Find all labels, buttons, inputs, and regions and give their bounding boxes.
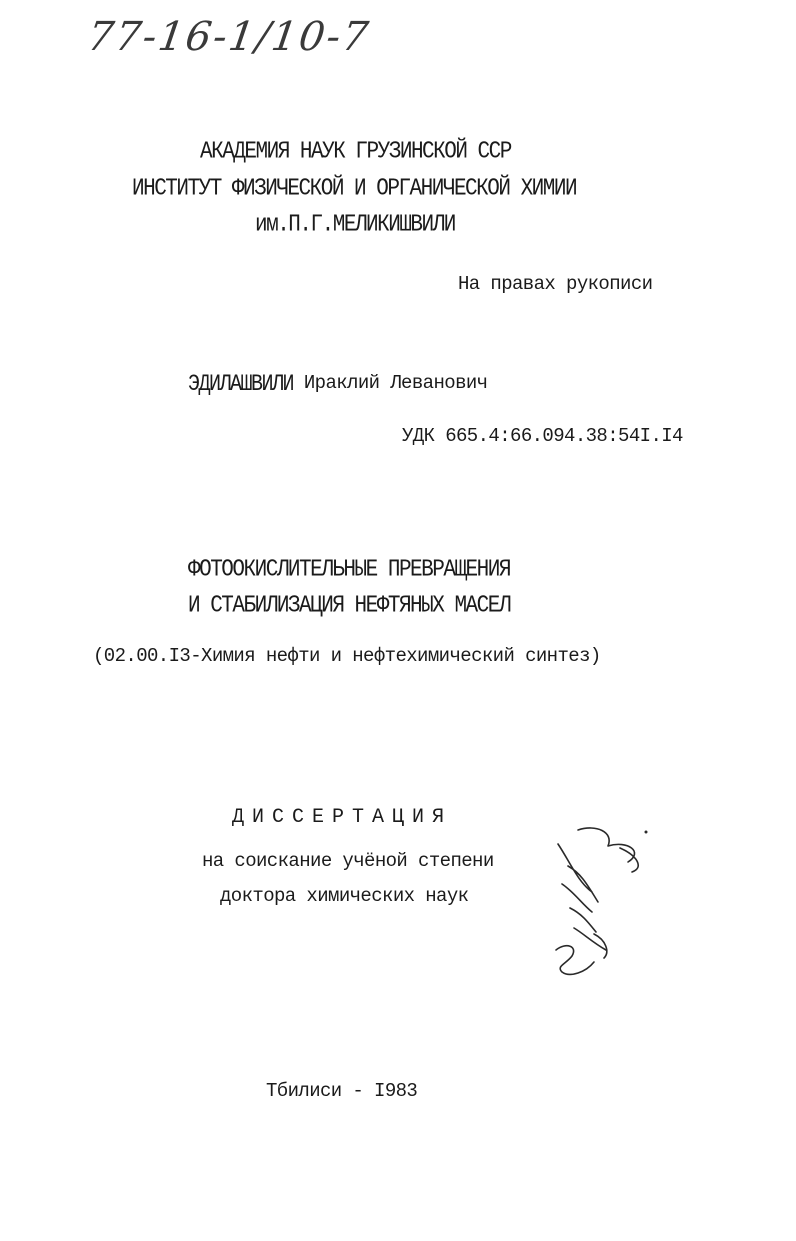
degree-line-2: доктора химических наук: [220, 885, 469, 907]
author-given-names: Ираклий Леванович: [303, 372, 488, 394]
specialty-code: (02.00.I3-Химия нефти и нефтехимический синтез): [93, 645, 601, 667]
document-type: ДИССЕРТАЦИЯ: [232, 806, 453, 829]
handwritten-archive-number: 77-16-1/10-7: [84, 14, 373, 60]
manuscript-rights-note: На правах рукописи: [458, 273, 653, 295]
handwritten-signature: [548, 822, 658, 982]
institute-namesake: им.П.Г.МЕЛИКИШВИЛИ: [255, 211, 455, 239]
udc-code: УДК 665.4:66.094.38:54I.I4: [402, 425, 683, 447]
institute-name: ИНСТИТУТ ФИЗИЧЕСКОЙ И ОРГАНИЧЕСКОЙ ХИМИИ: [132, 175, 577, 203]
author-surname: ЭДИЛАШВИЛИ: [188, 371, 294, 399]
academy-name: АКАДЕМИЯ НАУК ГРУЗИНСКОЙ ССР: [200, 138, 511, 166]
place-and-year: Тбилиси - I983: [266, 1080, 418, 1102]
dissertation-title-line-1: ФОТООКИСЛИТЕЛЬНЫЕ ПРЕВРАЩЕНИЯ: [188, 556, 510, 584]
dissertation-title-line-2: И СТАБИЛИЗАЦИЯ НЕФТЯНЫХ МАСЕЛ: [188, 592, 510, 620]
author-name: [188, 371, 488, 399]
degree-line-1: на соискание учёной степени: [202, 850, 494, 872]
